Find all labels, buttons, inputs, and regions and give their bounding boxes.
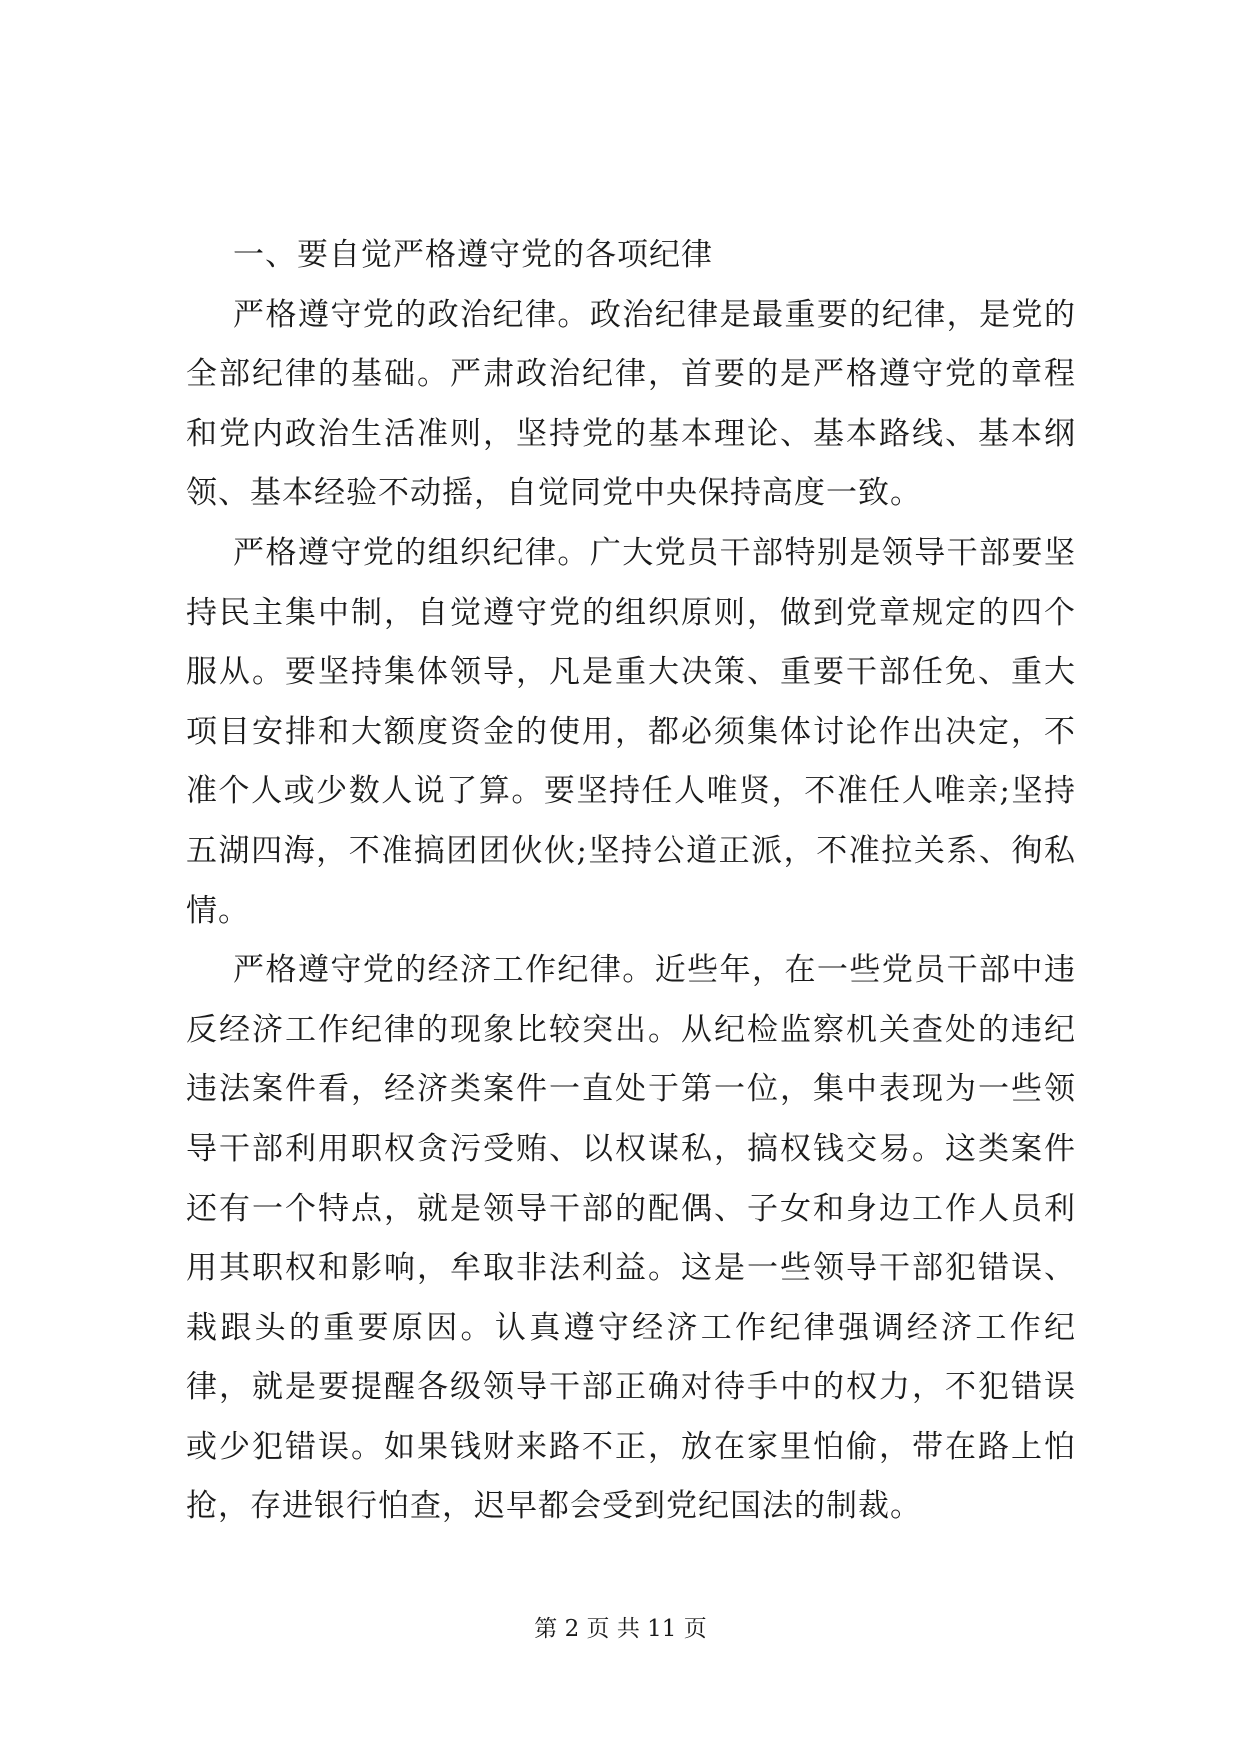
document-body — [186, 226, 1076, 1537]
paragraph-political-discipline: 严格遵守党的政治纪律。政治纪律是最重要的纪律，是党的全部纪律的基础。严肃政治纪律，首要的是严格遵守党的章程和党内政治生活准则，坚持党的基本理论、基本路线、基本纲领、基本经验不动摇，自觉同党中央保持高度一致。 — [186, 296, 1076, 512]
page-number: 第 2 页 共 11 页 — [534, 1616, 707, 1642]
paragraph-economic-discipline: 严格遵守党的经济工作纪律。近些年，在一些党员干部中违反经济工作纪律的现象比较突出。从纪检监察机关查处的违纪违法案件看，经济类案件一直处于第一位，集中表现为一些领导干部利用职权贪污受贿、以权谋私，搞权钱交易。这类案件还有一个特点，就是领导干部的配偶、子女和身边工作人员利用其职权和影响，牟取非法利益。这是一些领导干部犯错误、栽跟头的重要原因。认真遵守经济工作纪律强调经济工作纪律，就是要提醒各级领导干部正确对待手中的权力，不犯错误或少犯错误。如果钱财来路不正，放在家里怕偷，带在路上怕抢，存进银行怕查，迟早都会受到党纪国法的制裁。 — [186, 952, 1076, 1525]
paragraph-organizational-discipline: 严格遵守党的组织纪律。广大党员干部特别是领导干部要坚持民主集中制，自觉遵守党的组织原则，做到党章规定的四个服从。要坚持集体领导，凡是重大决策、重要干部任免、重大项目安排和大额度资金的使用，都必须集体讨论作出决定，不准个人或少数人说了算。要坚持任人唯贤，不准任人唯亲;坚持五湖四海，不准搞团团伙伙;坚持公道正派，不准拉关系、徇私情。 — [186, 534, 1076, 929]
section-heading: 一、要自觉严格遵守党的各项纪律 — [233, 237, 713, 273]
page-footer — [0, 1614, 1241, 1644]
